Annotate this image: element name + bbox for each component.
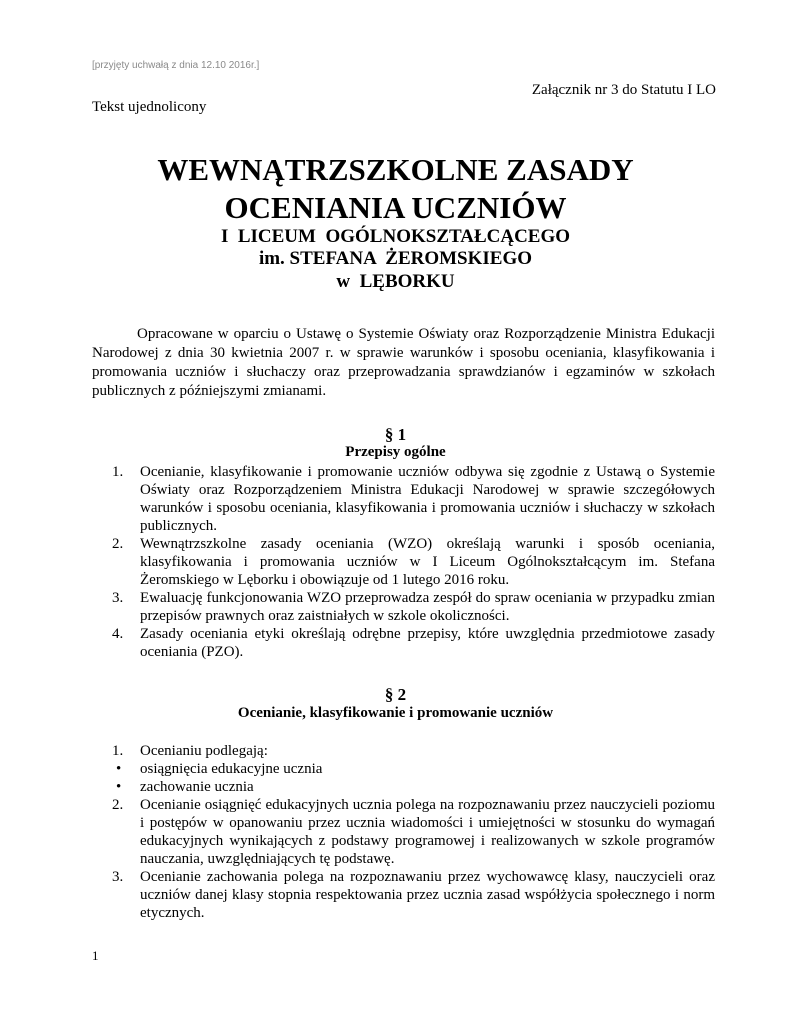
bullet-item bbox=[92, 760, 715, 778]
school-location: w LĘBORKU bbox=[336, 271, 455, 292]
list-item bbox=[92, 535, 715, 589]
list-item bbox=[92, 742, 715, 760]
list-item-text: Wewnątrzszkolne zasady oceniania (WZO) określają warunki i sposób oceniania, klasyfikowania i promowania uczniów w I Liceum Ogólnokształcącym im. Stefana Żeromskiego w Lęborku i obowiązuje od 1 lutego 2016 roku. bbox=[140, 536, 715, 588]
section1-title: Przepisy ogólne bbox=[345, 444, 446, 460]
list-item-text: Ocenianie, klasyfikowanie i promowanie uczniów odbywa się zgodnie z Ustawą o Systemie Oświaty oraz Rozporządzeniem Ministra Edukacji Narodowej w sprawie szczegółowych warunków i sposobu oceniania, klasyfikowania i promowania uczniów i słuchaczy w szkołach publicznych. bbox=[140, 464, 715, 534]
section1-number: § 1 bbox=[384, 425, 407, 444]
list-item-number: 1. bbox=[112, 464, 124, 480]
document-title-line2: OCENIANIA UCZNIÓW bbox=[224, 190, 567, 225]
school-name-line2: im. STEFANA ŻEROMSKIEGO bbox=[258, 248, 533, 269]
list-item-text: Ocenianiu podlegają: bbox=[140, 743, 268, 759]
list-item-text: Ocenianie zachowania polega na rozpoznawaniu przez wychowawcę klasy, nauczycieli oraz uczniów danej klasy stopnia respektowania przez ucznia zasad współżycia społecznego i norm etycznych. bbox=[140, 869, 715, 921]
annex-label: Załącznik nr 3 do Statutu I LO bbox=[531, 82, 716, 98]
unified-text-label: Tekst ujednolicony bbox=[92, 99, 207, 115]
list-item-text: Zasady oceniania etyki określają odrębne przepisy, które uwzględnia przedmiotowe zasady oceniania (PZO). bbox=[140, 626, 715, 660]
list-item bbox=[92, 589, 715, 625]
list-item bbox=[92, 796, 715, 868]
section2-bullets bbox=[92, 760, 715, 796]
bullet-text: osiągnięcia edukacyjne ucznia bbox=[140, 761, 323, 777]
school-name-line1: I LICEUM OGÓLNOKSZTAŁCĄCEGO bbox=[220, 226, 571, 247]
section2-list bbox=[92, 796, 715, 922]
bullet-text: zachowanie ucznia bbox=[140, 779, 254, 795]
section2-number: § 2 bbox=[384, 685, 407, 704]
list-item-number: 2. bbox=[112, 536, 124, 552]
adoption-note: [przyjęty uchwałą z dnia 12.10 2016r.] bbox=[92, 60, 260, 71]
list-item-text: Ewaluację funkcjonowania WZO przeprowadza zespół do spraw oceniania w przypadku zmian przepisów prawnych oraz zaistniałych w szkole okoliczności. bbox=[140, 590, 715, 624]
list-item-number: 2. bbox=[112, 797, 124, 813]
list-item bbox=[92, 625, 715, 661]
list-item-number: 3. bbox=[112, 869, 124, 885]
list-item-number: 1. bbox=[112, 743, 124, 759]
section1-list bbox=[92, 463, 715, 661]
list-item-number: 4. bbox=[112, 626, 124, 642]
list-item bbox=[92, 463, 715, 535]
section2-list-start bbox=[92, 742, 715, 760]
list-item-text: Ocenianie osiągnięć edukacyjnych ucznia polega na rozpoznawaniu przez nauczycieli poziomu i postępów w opanowaniu przez ucznia wiadomości i umiejętności w stosunku do wymagań edukacyjnych wynikających z podstawy programowej i realizowanych w szkole programów nauczania, uwzględniających tę podstawę. bbox=[140, 797, 715, 867]
document-title-line1: WEWNĄTRZSZKOLNE ZASADY bbox=[157, 152, 634, 187]
list-item bbox=[92, 868, 715, 922]
bullet-item bbox=[92, 778, 715, 796]
list-item-number: 3. bbox=[112, 590, 124, 606]
bullet-icon: • bbox=[116, 761, 122, 777]
page-number: 1 bbox=[92, 948, 99, 963]
section2-title: Ocenianie, klasyfikowanie i promowanie uczniów bbox=[237, 705, 554, 721]
bullet-icon: • bbox=[116, 779, 122, 795]
intro-paragraph: Opracowane w oparciu o Ustawę o Systemie Oświaty oraz Rozporządzenie Ministra Edukacji Narodowej z dnia 30 kwietnia 2007 r. w sprawie warunków i sposobu oceniania, klasyfikowania i promowania uczniów i słuchaczy oraz przeprowadzania sprawdzianów i egzaminów w szkołach publicznych z późniejszymi zmianami. bbox=[92, 326, 715, 399]
